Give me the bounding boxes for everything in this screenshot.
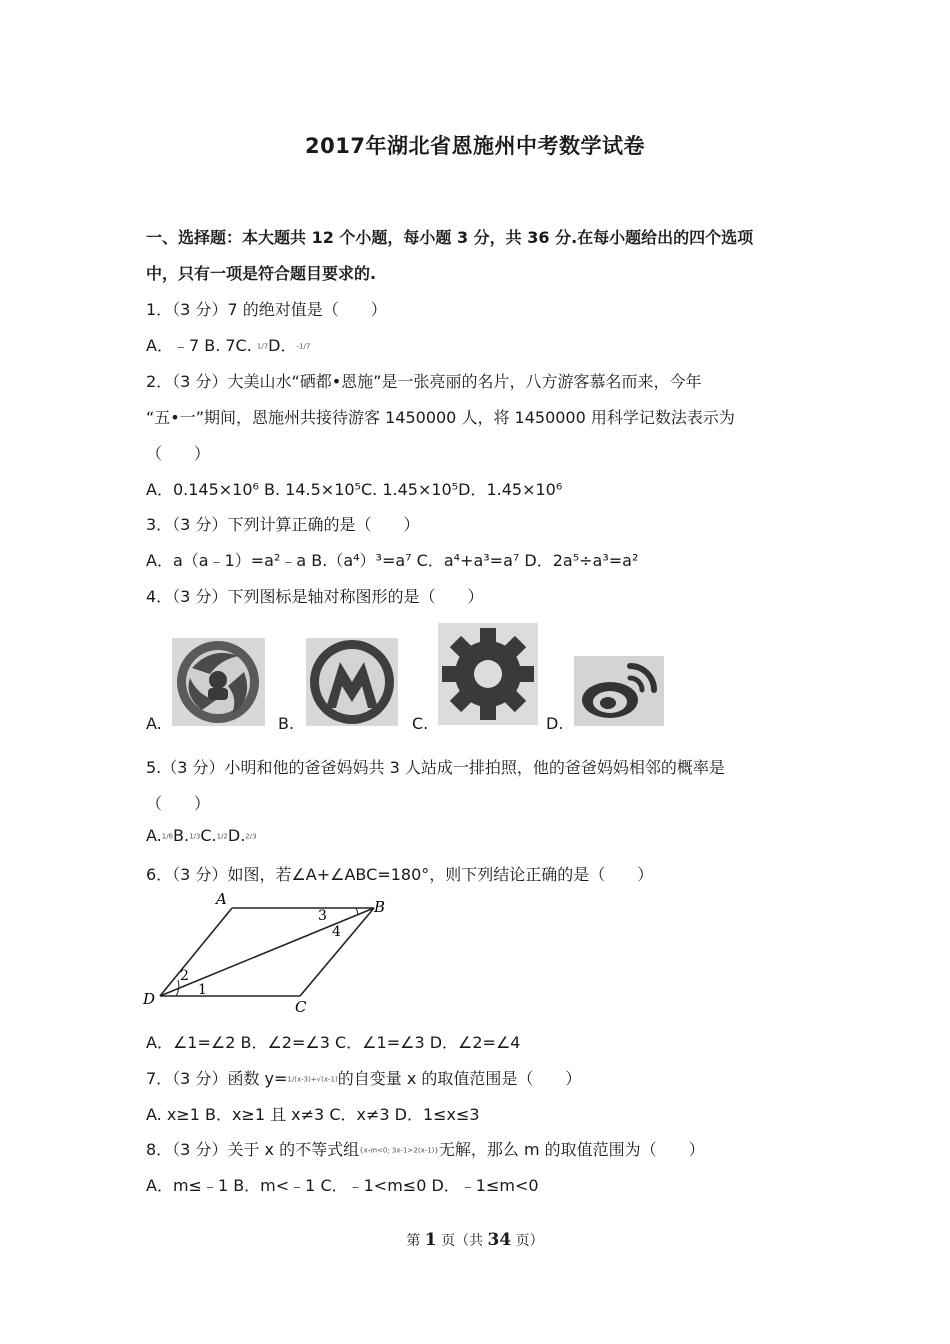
q2-line3: （ ） bbox=[146, 444, 211, 463]
fig-angle-1: 1 bbox=[198, 982, 207, 998]
q8-stem-post: 无解，那么 m 的取值范围为（ ） bbox=[438, 1140, 705, 1159]
q4-label-a: A. bbox=[146, 714, 162, 733]
fig-angle-2: 2 bbox=[180, 968, 189, 984]
q4-label-b: B. bbox=[278, 714, 295, 733]
q2-options: A．0.145×10⁶ B. 14.5×10⁵C. 1.45×10⁵D．1.45×10⁶ bbox=[146, 480, 563, 499]
q1-options-ac: A．﹣7 B. 7C. bbox=[146, 336, 257, 355]
q1-frac-d: -1/7 bbox=[296, 342, 311, 351]
q7-formula: 1/(x-3)+√(x-1) bbox=[287, 1075, 338, 1084]
q5-frac-b: 1/3 bbox=[189, 832, 201, 841]
q5-line2: （ ） bbox=[146, 794, 211, 813]
q3-options: A．a（a﹣1）=a²﹣a B.（a⁴）³=a⁷ C．a⁴+a³=a⁷ D．2a⁵÷a³=a² bbox=[146, 551, 639, 570]
q1-options-d: D． bbox=[268, 336, 297, 355]
q7-options: A. x≥1 B．x≥1 且 x≠3 C．x≠3 D．1≤x≤3 bbox=[146, 1105, 480, 1124]
q6-options: A．∠1=∠2 B．∠2=∠3 C．∠1=∠3 D．∠2=∠4 bbox=[146, 1033, 521, 1052]
q1-stem: 1．（3 分）7 的绝对值是（ ） bbox=[146, 300, 387, 319]
fig-label-a: A bbox=[216, 890, 227, 908]
fig-label-b: B bbox=[374, 898, 386, 916]
q7-stem-post: 的自变量 x 的取值范围是（ ） bbox=[337, 1069, 582, 1088]
q1-options bbox=[146, 333, 310, 356]
q7-stem-pre: 7．（3 分）函数 y= bbox=[146, 1069, 288, 1088]
q2-line2: “五•一”期间，恩施州共接待游客 1450000 人，将 1450000 用科学记数法表示为 bbox=[146, 408, 735, 427]
fig-angle-4: 4 bbox=[332, 924, 341, 940]
q4-label-d: D. bbox=[546, 714, 564, 733]
q3-stem: 3．（3 分）下列计算正确的是（ ） bbox=[146, 515, 420, 534]
q5-frac-d: 2/3 bbox=[245, 832, 257, 841]
fig-angle-3: 3 bbox=[318, 908, 327, 924]
icon-d-weibo bbox=[574, 656, 664, 730]
current-page: 1 bbox=[424, 1230, 437, 1250]
q5-frac-c: 1/2 bbox=[216, 832, 228, 841]
q4-stem: 4．（3 分）下列图标是轴对称图形的是（ ） bbox=[146, 587, 484, 606]
q8-options: A．m≤﹣1 B．m<﹣1 C．﹣1<m≤0 D．﹣1≤m<0 bbox=[146, 1176, 539, 1195]
page-footer: 第 1 页（共 34 页） bbox=[406, 1230, 544, 1250]
q2-line1: 2．（3 分）大美山水“硒都•恩施”是一张亮丽的名片，八方游客慕名而来，今年 bbox=[146, 372, 702, 391]
q6-stem: 6．（3 分）如图，若∠A+∠ABC=180°，则下列结论正确的是（ ） bbox=[146, 865, 654, 884]
icon-a-logo bbox=[172, 638, 265, 730]
q7-stem bbox=[146, 1066, 581, 1089]
icon-c-gear bbox=[438, 623, 538, 729]
q5-line1: 5.（3 分）小明和他的爸爸妈妈共 3 人站成一排拍照，他的爸爸妈妈相邻的概率是 bbox=[146, 758, 725, 777]
q6-parallelogram-figure bbox=[140, 890, 400, 1019]
section-heading-line2: 中，只有一项是符合题目要求的. bbox=[146, 264, 377, 283]
paper-title: 2017年湖北省恩施州中考数学试卷 bbox=[305, 134, 645, 158]
total-pages: 34 bbox=[487, 1230, 512, 1250]
q1-frac-c: 1/7 bbox=[256, 342, 269, 351]
fig-label-c: C bbox=[295, 998, 307, 1015]
q4-label-c: C. bbox=[412, 714, 429, 733]
q8-system: {x-m<0; 3x-1>2(x-1)} bbox=[359, 1146, 439, 1155]
section-heading-line1: 一、选择题：本大题共 12 个小题，每小题 3 分，共 36 分.在每小题给出的四个选项 bbox=[146, 228, 754, 247]
q8-stem bbox=[146, 1137, 705, 1160]
fig-label-d: D bbox=[143, 990, 156, 1008]
q5-frac-a: 1/6 bbox=[161, 832, 174, 841]
q5-options: A.1/6B.1/3C.1/2D.2/3 bbox=[146, 826, 257, 845]
q8-stem-pre: 8．（3 分）关于 x 的不等式组 bbox=[146, 1140, 360, 1159]
icon-b-metro-logo bbox=[306, 638, 398, 730]
